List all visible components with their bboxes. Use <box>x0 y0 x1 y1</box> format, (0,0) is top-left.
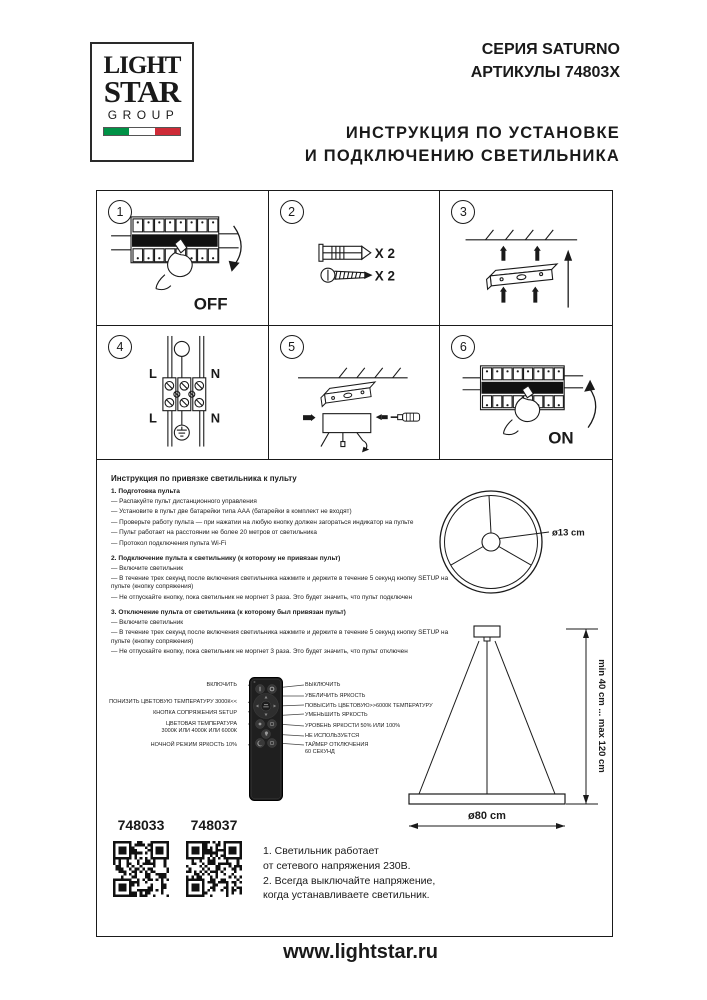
remote-control <box>249 677 283 801</box>
pairing-bullet: — Не отпускайте кнопку, пока светильник не моргнет 3 раза. Это будет значить, что пульт подключен <box>111 593 413 601</box>
pairing-title: Инструкция по привязке светильника к пульту <box>111 474 297 483</box>
diameter-dimension <box>409 810 565 829</box>
note-line: 2. Всегда выключайте напряжение, <box>263 874 436 887</box>
screw <box>321 268 371 282</box>
label-color-temp-values: 3000К ИЛИ 4000К ИЛИ 6000К <box>161 728 237 734</box>
screwdriver <box>375 413 419 421</box>
main-content-box <box>96 190 613 937</box>
label-setup-button: КНОПКА СОПРЯЖЕНИЯ SETUP <box>153 709 237 716</box>
step-panels-grid <box>97 191 612 460</box>
label-decrease-bright: УМЕНЬШИТЬ ЯРКОСТЬ <box>305 711 368 718</box>
label-color-temp: ЦВЕТОВАЯ ТЕМПЕРАТУРА <box>165 720 237 727</box>
pendant-side-view-diagram <box>406 621 707 836</box>
pairing-bullet: — Установите в пульт две батарейки типа ААА (батарейки в комплект не входят) <box>111 508 352 516</box>
on-label: ON <box>548 428 574 448</box>
pairing-bullet: — Распакуйте пульт дистанционного управления <box>111 497 257 505</box>
arrow-up-curved <box>584 379 596 427</box>
pairing-bullet: — Включите светильник <box>111 564 184 572</box>
center-hub <box>482 533 500 551</box>
l-bottom-label: L <box>149 410 157 426</box>
label-timer: ТАЙМЕР ОТКЛЮЧЕНИЯ <box>305 741 369 748</box>
label-increase-bright: УВЕЛИЧИТЬ ЯРКОСТЬ <box>305 693 366 699</box>
pairing-section-2-heading: 2. Подключение пульта к светильнику (к которому не привязан пульт) <box>111 554 341 562</box>
step-number-1: 1 <box>108 200 132 224</box>
pairing-section-3-heading: 3. Отключение пульта от светильника (к которому был привязан пульт) <box>111 609 346 617</box>
canopy <box>474 626 500 637</box>
label-night-mode: НОЧНОЙ РЕЖИМ ЯРКОСТЬ 10% <box>150 742 237 748</box>
pairing-section-1-heading: 1. Подготовка пульта <box>111 488 180 495</box>
doc-title-line2: И ПОДКЛЮЧЕНИЮ СВЕТИЛЬНИКА <box>304 147 620 165</box>
pairing-bullet: — Проверьте работу пульта — при нажатии на любую кнопку должен загораться индикатор на пульте <box>111 518 414 526</box>
logo-text-group: GROUP <box>107 108 180 123</box>
logo-text-light: LIGHT <box>103 52 181 79</box>
mounting-bracket <box>486 264 559 289</box>
flag-white-segment <box>129 128 154 135</box>
mounting-bracket <box>320 381 378 406</box>
website-url: www.lightstar.ru <box>283 941 438 963</box>
series-label: СЕРИЯ SATURNO <box>481 41 620 58</box>
height-dimension <box>566 629 607 804</box>
safety-notes <box>263 844 463 903</box>
step-panel-4 <box>97 326 269 461</box>
pairing-bullet: — Протокол подключения пульта Wi-Fi <box>111 539 227 547</box>
lightstar-logo <box>90 42 194 162</box>
off-label: OFF <box>193 294 228 314</box>
screws-top <box>500 246 541 261</box>
breaker-top-row <box>133 219 218 232</box>
step-panel-6 <box>440 326 612 461</box>
dpad <box>254 694 279 719</box>
step-number-5: 5 <box>280 335 304 359</box>
step-panel-1 <box>97 191 269 326</box>
label-not-used: НЕ ИСПОЛЬЗУЕТСЯ <box>305 732 360 739</box>
dowel <box>319 244 371 261</box>
qr-code-748033 <box>113 841 169 897</box>
screw-qty-label: X 2 <box>374 268 395 284</box>
step-number-4: 4 <box>108 335 132 359</box>
label-raise-color-temp: ПОВЫСИТЬ ЦВЕТОВУЮ>>6000К ТЕМПЕРАТУРУ <box>305 702 433 709</box>
breaker-top-row <box>483 367 564 379</box>
article-number-748033: 748033 <box>117 817 165 833</box>
step-number-3: 3 <box>451 200 475 224</box>
step-panel-3 <box>440 191 612 326</box>
n-top-label: N <box>210 365 221 381</box>
flag-red-segment <box>155 128 180 135</box>
pairing-bullet: — Включите светильник <box>111 618 184 626</box>
pairing-bullet: — В течение трех секунд после включения светильника нажмите и держите в течение 5 секунд кнопку SETUP на пульте (кнопку сопряжения) <box>111 629 449 645</box>
diameter-80-label: ø80 cm <box>468 810 506 822</box>
label-power-off: ВЫКЛЮЧИТЬ <box>305 682 341 688</box>
step-panel-5 <box>269 326 441 461</box>
label-bright-level: УРОВЕНЬ ЯРКОСТИ 50% ИЛИ 100% <box>305 722 401 729</box>
step-number-2: 2 <box>280 200 304 224</box>
arrow-up <box>565 250 573 308</box>
pairing-instructions <box>111 474 453 659</box>
pairing-bullet: — Не отпускайте кнопку, пока светильник не моргнет 3 раза. Это будет значить, что пульт отключен <box>111 648 408 656</box>
canopy <box>323 413 371 432</box>
step-number-6: 6 <box>451 335 475 359</box>
dowel-qty-label: X 2 <box>374 245 395 261</box>
diameter-13-label: ø13 cm <box>552 527 585 539</box>
arrow-down-curved <box>229 226 241 272</box>
flag-green-segment <box>104 128 129 135</box>
articles-label: АРТИКУЛЫ 74803X <box>470 64 620 81</box>
l-top-label: L <box>149 365 157 381</box>
pairing-bullet: — В течение трех секунд после включения светильника нажмите и держите в течение 5 секунд кнопку SETUP на пульте (кнопку сопряжения) <box>111 575 449 591</box>
bolt-left <box>303 414 315 421</box>
remote-labels-left <box>107 680 237 765</box>
ir-led <box>254 681 256 683</box>
wire-loop <box>174 341 189 356</box>
label-timer-seconds: 60 СЕКУНД <box>305 749 335 755</box>
height-range-label: min 40 cm ... max 120 cm <box>596 659 607 773</box>
pairing-bullet: — Пульт работает на расстоянии не более 20 метров от светильника <box>111 529 317 537</box>
note-line: 1. Светильник работает <box>263 845 379 857</box>
article-number-748037: 748037 <box>190 817 238 833</box>
lamp-top-view-diagram <box>432 487 607 597</box>
note-line: когда устанавливаете светильник. <box>263 889 430 902</box>
screws-bottom <box>500 287 539 303</box>
italian-flag-bar <box>103 127 181 136</box>
setup-button <box>261 701 271 711</box>
doc-title-line1: ИНСТРУКЦИЯ ПО УСТАНОВКЕ <box>345 124 620 142</box>
n-bottom-label: N <box>210 410 221 426</box>
label-lower-color-temp: ПОНИЗИТЬ ЦВЕТОВУЮ ТЕМПЕРАТУРУ 3000К<< <box>109 699 237 705</box>
qr-code-748037 <box>186 841 242 897</box>
logo-text-star: STAR <box>103 74 181 109</box>
wires-below <box>321 432 368 451</box>
lamp-ring-profile <box>409 794 565 804</box>
note-line: от сетевого напряжения 230В. <box>263 859 411 872</box>
label-power-on: ВКЛЮЧИТЬ <box>206 682 237 688</box>
step-panel-2 <box>269 191 441 326</box>
header-text <box>305 38 620 168</box>
